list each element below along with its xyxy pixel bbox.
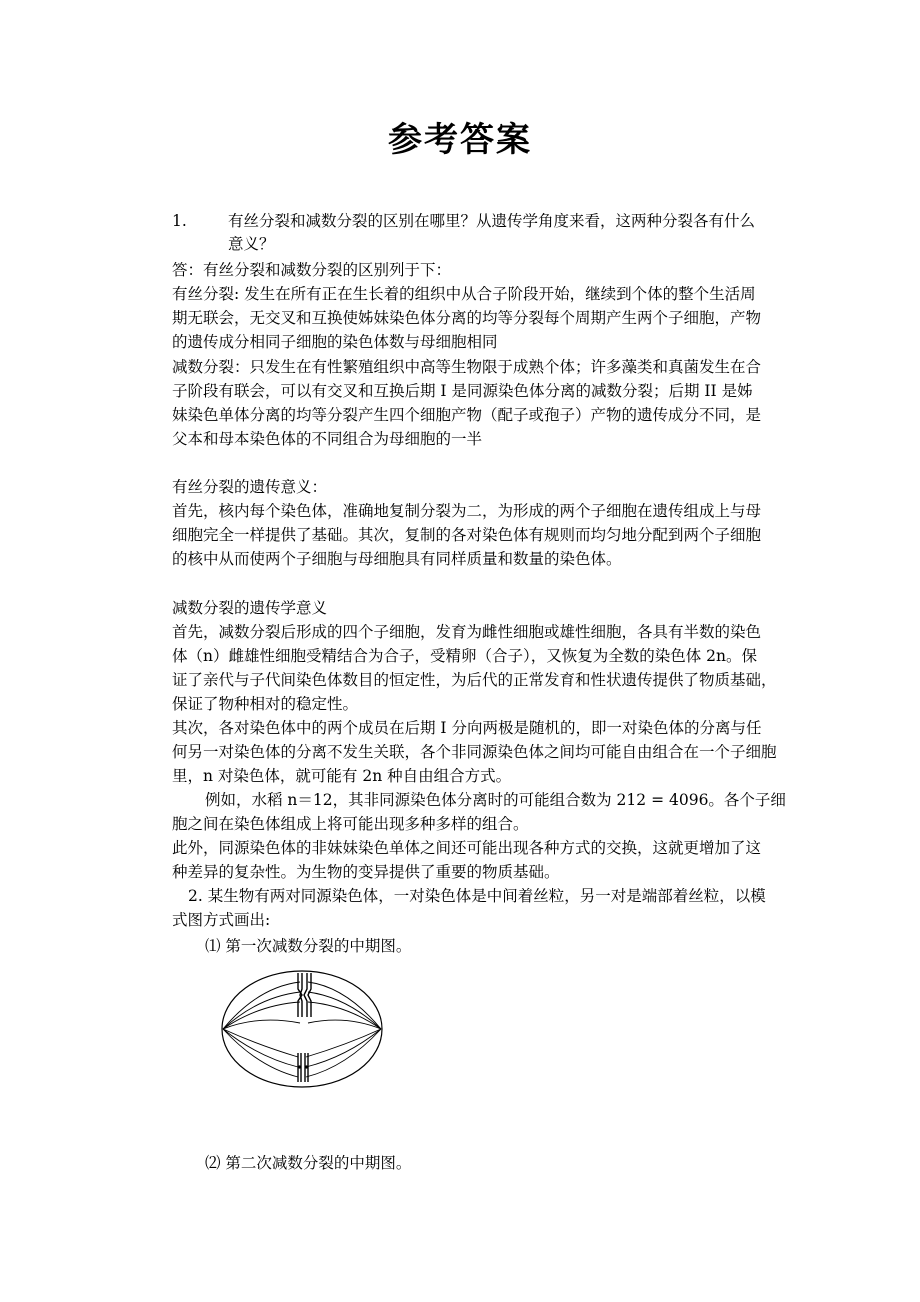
paragraph-line: 其次，各对染色体中的两个成员在后期 I 分向两极是随机的，即一对染色体的分离与任 [172, 719, 762, 737]
answer-intro: 答：有丝分裂和减数分裂的区别列于下： [172, 261, 452, 279]
section-heading: 减数分裂的遗传学意义 [172, 599, 328, 617]
sub-question: ⑵ 第二次减数分裂的中期图。 [205, 1154, 412, 1172]
meiosis-line: 减数分裂：只发生在有性繁殖组织中高等生物限于成熟个体；许多藻类和真菌发生在合 [172, 358, 762, 376]
paragraph-line: 细胞完全一样提供了基础。其次，复制的各对染色体有规则而均匀地分配到两个子细胞 [172, 526, 762, 544]
centromere [305, 1065, 308, 1068]
question-number: 1. [172, 212, 187, 230]
metacentric-chromosome-pair [298, 973, 311, 1017]
example-line: 胞之间在染色体组成上将可能出现多种多样的组合。 [172, 815, 529, 833]
paragraph-line: 种差异的复杂性。为生物的变异提供了重要的物质基础。 [172, 863, 560, 881]
mitosis-line: 期无联会，无交叉和互换使姊妹染色体分离的均等分裂每个周期产生两个子细胞，产物 [172, 309, 762, 327]
paragraph-line: 的核中从而使两个子细胞与母细胞具有同样质量和数量的染色体。 [172, 550, 622, 568]
metaphase-i-diagram [218, 967, 388, 1092]
paragraph-line: 首先，核内每个染色体，准确地复制分裂为二，为形成的两个子细胞在遗传组成上与母 [172, 502, 762, 520]
sub-question: ⑴ 第一次减数分裂的中期图。 [205, 937, 412, 955]
meiosis-line: 父本和母本染色体的不同组合为母细胞的一半 [172, 430, 483, 448]
question-text-line: 2. 某生物有两对同源染色体，一对染色体是中间着丝粒，另一对是端部着丝粒，以模 [188, 887, 766, 905]
paragraph-line: 证了亲代与子代间染色体数目的恒定性，为后代的正常发育和性状遗传提供了物质基础， [172, 671, 777, 689]
paragraph-line: 何另一对染色体的分离不发生关联，各个非同源染色体之间均可能自由组合在一个子细胞 [172, 743, 777, 761]
paragraph-line: 此外，同源染色体的非妹妹染色单体之间还可能出现各种方式的交换，这就更增加了这 [172, 839, 762, 857]
mitosis-line: 有丝分裂: 发生在所有正在生长着的组织中从合子阶段开始，继续到个体的整个生活周 [172, 285, 756, 303]
example-line: 例如，水稻 n＝12，其非同源染色体分离时的可能组合数为 212 = 4096。各个子细 [205, 791, 786, 809]
meiosis-line: 妹染色单体分离的均等分裂产生四个细胞产物（配子或孢子）产物的遗传成分不同，是 [172, 406, 762, 424]
section-heading: 有丝分裂的遗传意义： [172, 478, 328, 496]
paragraph-line: 体（n）雌雄性细胞受精结合为合子，受精卵（合子），又恢复为全数的染色体 2n。保 [172, 647, 758, 665]
meiosis-line: 子阶段有联会，可以有交叉和互换后期 I 是同源染色体分离的减数分裂；后期 II 是姊 [172, 382, 753, 400]
question-text-line: 式图方式画出: [172, 911, 271, 929]
mitosis-line: 的遗传成分相同子细胞的染色体数与母细胞相同 [172, 333, 498, 351]
question-text-line: 有丝分裂和减数分裂的区别在哪里？从遗传学角度来看，这两种分裂各有什么 [228, 212, 756, 230]
paragraph-line: 保证了物种相对的稳定性。 [172, 695, 359, 713]
paragraph-line: 首先，减数分裂后形成的四个子细胞，发育为雌性细胞或雄性细胞，各具有半数的染色 [172, 623, 762, 641]
question-text-line: 意义？ [228, 235, 275, 253]
page-title: 参考答案 [388, 120, 532, 160]
paragraph-line: 里，n 对染色体，就可能有 2n 种自由组合方式。 [172, 767, 512, 785]
centromere [298, 1065, 301, 1068]
